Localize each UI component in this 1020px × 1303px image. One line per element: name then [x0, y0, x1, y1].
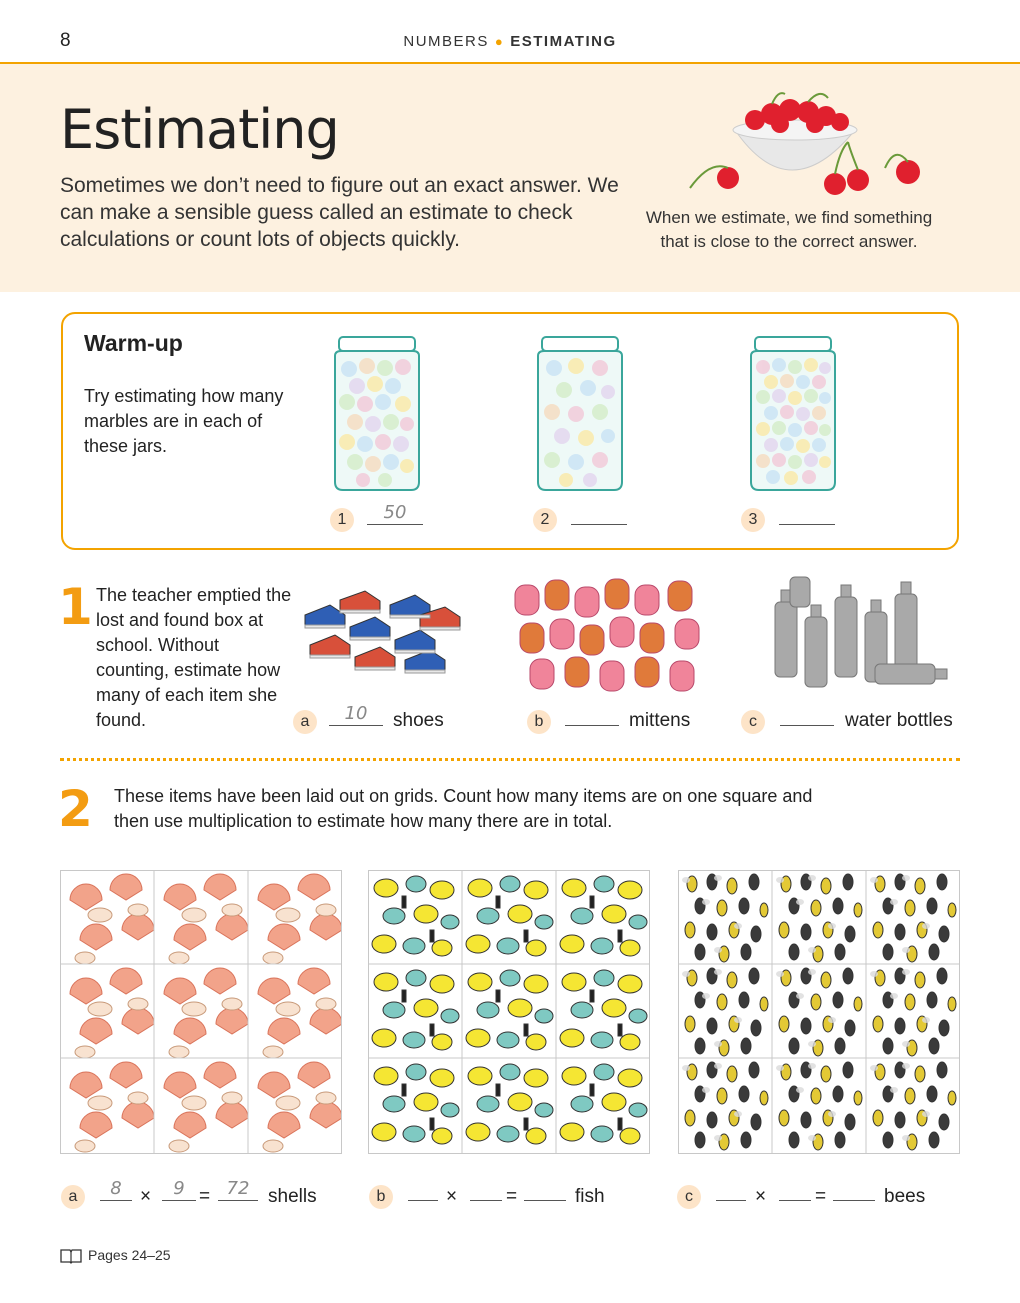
mittens-label: mittens: [629, 710, 691, 731]
page-reference: [60, 1247, 171, 1264]
item-letter-a: a: [293, 710, 317, 734]
mittens-answer[interactable]: [565, 703, 619, 726]
shells-squares[interactable]: 9: [162, 1178, 196, 1201]
jar-answer-1[interactable]: 50: [367, 502, 423, 525]
jar-number-1: 1: [330, 508, 354, 532]
bullet-icon: ●: [494, 34, 505, 49]
shells-grid: [60, 870, 342, 1154]
book-icon: [60, 1248, 82, 1264]
estimate-caption: When we estimate, we find something that is close to the correct answer.: [645, 208, 933, 251]
marble-jar-2: [530, 334, 630, 494]
mittens-illustration: [510, 575, 715, 695]
running-header: [0, 33, 1020, 50]
water-bottles-illustration: [765, 572, 950, 692]
intro-text: Sometimes we don’t need to figure out an exact answer. We can make a sensible guess called an estimate to check calculations or count lots of objects quickly.: [60, 174, 619, 251]
warmup-instructions: Try estimating how many marbles are in each of these jars.: [84, 386, 284, 456]
equals-sign: =: [506, 1186, 518, 1207]
marble-jar-1: [327, 334, 427, 494]
question-2-text: These items have been laid out on grids. Count how many items are on one square and then use multiplication to estimate how many there are in total.: [114, 786, 813, 831]
fish-label: fish: [575, 1186, 605, 1207]
jar-answer-2[interactable]: [571, 502, 627, 525]
topic-label: ESTIMATING: [510, 33, 617, 50]
grid-letter-a: a: [61, 1185, 85, 1209]
item-letter-c: c: [741, 710, 765, 734]
grid-letter-c: c: [677, 1185, 701, 1209]
times-sign: ×: [140, 1186, 152, 1207]
bees-per-square[interactable]: [716, 1178, 746, 1201]
warmup-title: Warm-up: [84, 330, 183, 356]
shoes-illustration: [300, 585, 470, 680]
bees-squares[interactable]: [779, 1178, 811, 1201]
fish-grid: [368, 870, 650, 1154]
bees-label: bees: [884, 1186, 926, 1207]
shells-total[interactable]: 72: [218, 1178, 258, 1201]
fish-per-square[interactable]: [408, 1178, 438, 1201]
equals-sign: =: [199, 1186, 211, 1207]
times-sign: ×: [755, 1186, 767, 1207]
jar-number-2: 2: [533, 508, 557, 532]
question-1-number: 1: [58, 578, 93, 636]
water-bottles-label: water bottles: [845, 710, 953, 731]
section-label: NUMBERS: [403, 33, 489, 50]
pages-reference: Pages 24–25: [88, 1247, 171, 1263]
question-1-text: The teacher emptied the lost and found box at school. Without counting, estimate how many of each item she found.: [96, 585, 292, 730]
page-title: Estimating: [60, 98, 339, 161]
fish-total[interactable]: [524, 1178, 566, 1201]
shells-per-square[interactable]: 8: [100, 1178, 132, 1201]
question-2-number: 2: [58, 780, 93, 838]
marble-jar-3: [743, 334, 843, 494]
shoes-answer[interactable]: 10: [329, 703, 383, 726]
times-sign: ×: [446, 1186, 458, 1207]
jar-number-3: 3: [741, 508, 765, 532]
cherry-bowl-illustration: [680, 90, 940, 200]
section-divider: [60, 758, 960, 761]
page-number: 8: [60, 30, 71, 51]
shoes-label: shoes: [393, 710, 444, 731]
bees-total[interactable]: [833, 1178, 875, 1201]
shells-label: shells: [268, 1186, 317, 1207]
grid-letter-b: b: [369, 1185, 393, 1209]
bees-grid: [678, 870, 960, 1154]
equals-sign: =: [815, 1186, 827, 1207]
water-bottles-answer[interactable]: [780, 703, 834, 726]
fish-squares[interactable]: [470, 1178, 502, 1201]
jar-answer-3[interactable]: [779, 502, 835, 525]
item-letter-b: b: [527, 710, 551, 734]
